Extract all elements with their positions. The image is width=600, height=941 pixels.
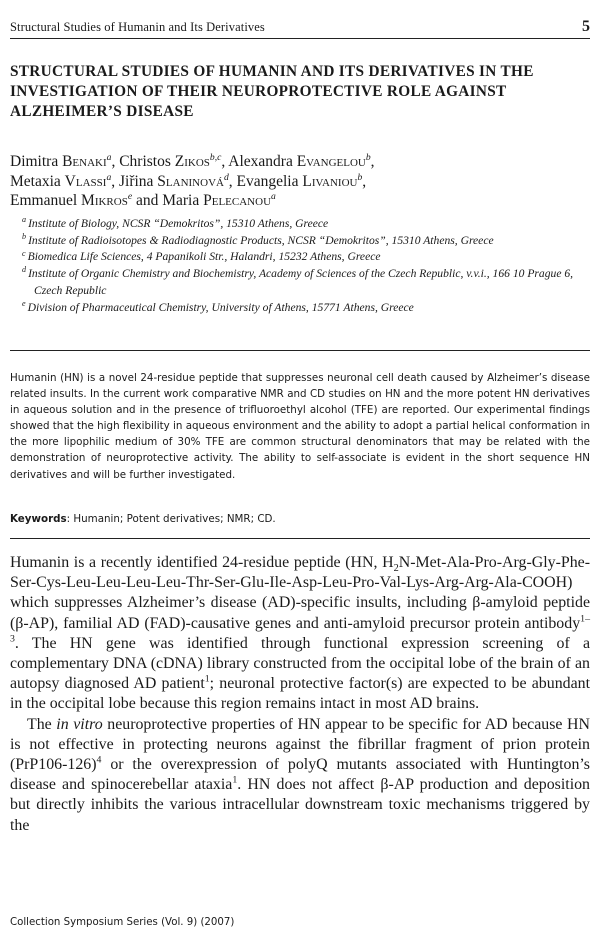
affiliation: $^e$ Division of Pharmaceutical Chemistry, University of Athens, 15771 Athens, Greece <box>22 298 414 314</box>
keywords-label: Keywords <box>10 513 67 525</box>
author: Maria Pelecanou$^a$ <box>162 190 276 209</box>
abstract-top-rule <box>10 350 590 351</box>
keywords-text: : Humanin; Potent derivatives; NMR; CD. <box>66 513 276 525</box>
author-line: Dimitra Benaki$^a$, Christos Zikos$^{b,c}$, Alexandra Evangelou$^b$, <box>10 151 375 170</box>
abstract-bottom-rule <box>10 538 590 539</box>
body-text <box>10 553 590 836</box>
running-header <box>10 18 590 39</box>
keywords <box>10 511 590 527</box>
author: Evangelia Livaniou$^b$ <box>236 171 363 190</box>
body-paragraph: Humanin is a recently identified 24-residue peptide (HN, $H_2N-Met-Ala-Pro-Arg-Gly-Phe-Ser-Cys-Leu-Leu-Leu-Leu-Thr-Ser-Glu-Ile-Asp-Leu-Pro-Val-Lys-Arg-Arg-Ala-COOH$) which suppresses Alzheimer’s disease (AD)-specific insults, including β-amyloid peptide (β-AP), familial AD (FAD)-causative genes and anti-amyloid precursor protein antibody$^{1-3}$. The HN gene was identified through functional expression screening of a complementary DNA (cDNA) library constructed from the occipital lobe of the brain of an autopsy diagnosed AD patient$^1$; neuronal protective factor(s) are expected to be abundant in the occipital lobe because this region remains intact in most AD brains. <box>10 554 590 713</box>
affiliation: $^b$ Institute of Radioisotopes & Radiodiagnostic Products, NCSR “Demokritos”, 15310 Athens, Greece <box>22 231 494 247</box>
author: Metaxia Vlassi$^a$ <box>10 171 112 190</box>
affiliation-list <box>22 216 587 316</box>
affiliation: $^d$ Institute of Organic Chemistry and Biochemistry, Academy of Sciences of the Czech Republic, v.v.i., 166 10 Prague 6, Czech Republic <box>22 265 574 297</box>
author: Christos Zikos$^{b,c}$ <box>119 151 222 170</box>
paper-title: STRUCTURAL STUDIES OF HUMANIN AND ITS DERIVATIVES IN THE INVESTIGATION OF THEIR NEUROPROTECTIVE ROLE AGAINST ALZHEIMER’S DISEASE <box>10 63 534 120</box>
author-line: Emmanuel Mikros$^e$ and Maria Pelecanou$^a$ <box>10 190 276 209</box>
citation: 1 <box>204 673 210 685</box>
author: Dimitra Benaki$^a$ <box>10 151 112 170</box>
citation: 4 <box>96 754 102 766</box>
page-number: 5 <box>582 18 590 35</box>
author-list <box>10 152 590 211</box>
citation: 1–3 <box>10 613 590 645</box>
author: Jiřina Slaninová$^d$ <box>118 171 229 190</box>
author: Alexandra Evangelou$^b$ <box>228 151 371 170</box>
author-line: Metaxia Vlassi$^a$, Jiřina Slaninová$^d$, Evangelia Livaniou$^b$, <box>10 171 367 190</box>
journal-footer: Collection Symposium Series (Vol. 9) (2007) <box>10 917 235 928</box>
affiliation: $^c$ Biomedica Life Sciences, 4 Papanikoli Str., Halandri, 15232 Athens, Greece <box>22 248 381 264</box>
body-paragraph: The in vitro neuroprotective properties of HN appear to be specific for AD because HN is not effective in protecting neurons against the fibrillar fragment of prion protein $(PrP106-126)^4$ or the overexpression of polyQ mutants associated with Huntington’s disease and spinocerebellar ataxia$^1$. HN does not affect β-AP production and deposition but directly inhibits the various intracellular downstream toxic mechanisms triggered by the <box>10 715 591 834</box>
running-title: Structural Studies of Humanin and Its Derivatives <box>10 20 265 34</box>
author: Emmanuel Mikros$^e$ <box>10 190 133 209</box>
affiliation: $^a$ Institute of Biology, NCSR “Demokritos”, 15310 Athens, Greece <box>22 215 329 230</box>
abstract: Humanin (HN) is a novel 24-residue peptide that suppresses neuronal cell death caused by Alzheimer’s disease related insults. In the current work comparative NMR and CD studies on HN and the more potent HN derivatives in aqueous solution and in the presence of trifluoroethyl alcohol (TFE) are reported. Our experimental findings showed that the high flexibility in aqueous environment and the ability to adopt a partial helical conformation in the more lipophilic medium of 30% TFE are common structural denominators that may be related with the demonstration of neuroprotective activity. The ability to self-associate is evident in the short sequence HN derivatives and will be further investigated. <box>10 372 590 481</box>
citation: 1 <box>232 774 238 786</box>
